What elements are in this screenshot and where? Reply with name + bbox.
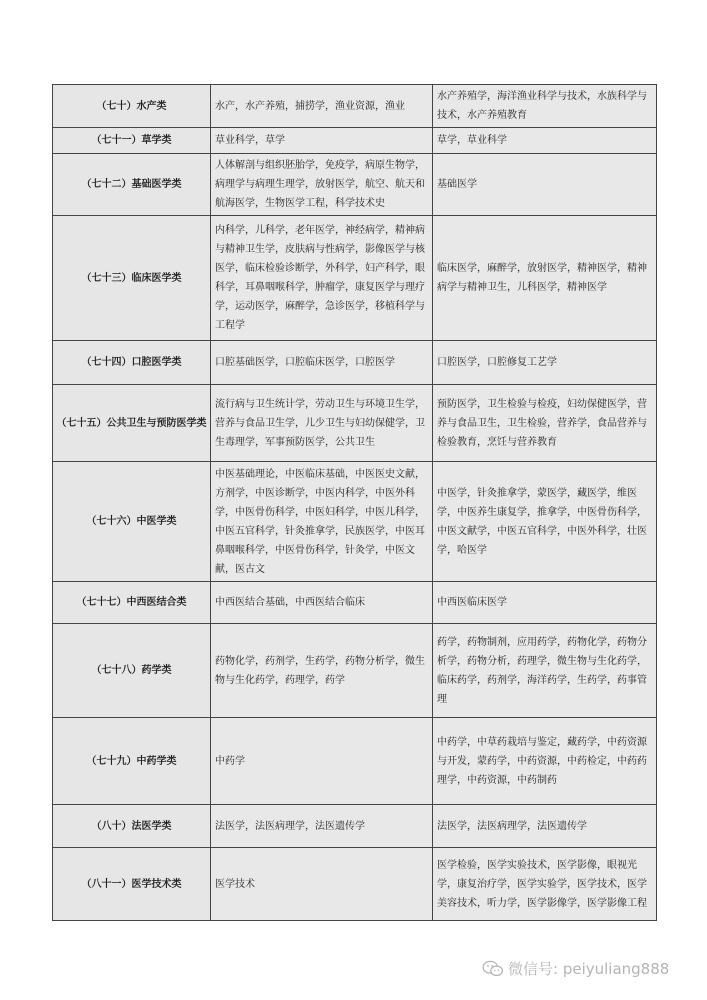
undergraduate-majors-cell: 中西医临床医学	[433, 582, 657, 624]
table-row	[53, 848, 657, 921]
table-row	[53, 462, 657, 582]
undergraduate-majors-cell: 临床医学，麻醉学，放射医学，精神医学，精神病学与精神卫生，儿科医学，精神医学	[433, 216, 657, 341]
watermark-text: 微信号: peiyuliang888	[508, 960, 670, 978]
undergraduate-majors-cell: 法医学，法医病理学，法医遗传学	[433, 805, 657, 848]
majors-table-page	[52, 84, 656, 921]
category-cell: （八十一）医学技术类	[53, 848, 211, 921]
category-cell: （七十三）临床医学类	[53, 216, 211, 341]
table-row	[53, 341, 657, 385]
graduate-majors-cell: 草业科学，草学	[211, 128, 433, 154]
table-row	[53, 85, 657, 128]
table-row	[53, 582, 657, 624]
category-cell: （七十二）基础医学类	[53, 154, 211, 216]
undergraduate-majors-cell: 草学，草业科学	[433, 128, 657, 154]
graduate-majors-cell: 中西医结合基础，中西医结合临床	[211, 582, 433, 624]
undergraduate-majors-cell: 预防医学，卫生检验与检疫，妇幼保健医学，营养与食品卫生，卫生检验，营养学，食品营养与检验教育，烹饪与营养教育	[433, 385, 657, 462]
table-row	[53, 718, 657, 805]
undergraduate-majors-cell: 基础医学	[433, 154, 657, 216]
graduate-majors-cell: 法医学，法医病理学，法医遗传学	[211, 805, 433, 848]
table-row	[53, 624, 657, 718]
graduate-majors-cell: 流行病与卫生统计学，劳动卫生与环境卫生学，营养与食品卫生学，儿少卫生与妇幼保健学，卫生毒理学，军事预防医学，公共卫生	[211, 385, 433, 462]
graduate-majors-cell: 医学技术	[211, 848, 433, 921]
undergraduate-majors-cell: 药学，药物制剂，应用药学，药物化学，药物分析学，药物分析，药理学，微生物与生化药学，临床药学，药剂学，海洋药学，生药学，药事管理	[433, 624, 657, 718]
graduate-majors-cell: 人体解剖与组织胚胎学，免疫学，病原生物学，病理学与病理生理学，放射医学，航空、航天和航海医学，生物医学工程，科学技术史	[211, 154, 433, 216]
graduate-majors-cell: 药物化学，药剂学，生药学，药物分析学，微生物与生化药学，药理学，药学	[211, 624, 433, 718]
category-cell: （七十一）草学类	[53, 128, 211, 154]
table-row	[53, 154, 657, 216]
category-cell: （八十）法医学类	[53, 805, 211, 848]
graduate-majors-cell: 中医基础理论，中医临床基础，中医医史文献，方剂学，中医诊断学，中医内科学，中医外科学，中医骨伤科学，中医妇科学，中医儿科学，中医五官科学，针灸推拿学，民族医学，中医耳鼻咽喉科学，中医骨伤科学，针灸学，中医文献，医古文	[211, 462, 433, 582]
undergraduate-majors-cell: 医学检验，医学实验技术，医学影像，眼视光学，康复治疗学，医学实验学，医学技术，医学美容技术，听力学，医学影像学，医学影像工程	[433, 848, 657, 921]
majors-table	[52, 84, 657, 921]
category-cell: （七十七）中西医结合类	[53, 582, 211, 624]
graduate-majors-cell: 内科学，儿科学，老年医学，神经病学，精神病与精神卫生学，皮肤病与性病学，影像医学与核医学，临床检验诊断学，外科学，妇产科学，眼科学，耳鼻咽喉科学，肿瘤学，康复医学与理疗学，运动医学，麻醉学，急诊医学，移植科学与工程学	[211, 216, 433, 341]
wechat-watermark	[482, 958, 669, 979]
undergraduate-majors-cell: 中医学，针灸推拿学，蒙医学，藏医学，维医学，中医养生康复学，推拿学，中医骨伤科学，中医文献学，中医五官科学，中医外科学，壮医学，哈医学	[433, 462, 657, 582]
category-cell: （七十六）中医学类	[53, 462, 211, 582]
category-cell: （七十四）口腔医学类	[53, 341, 211, 385]
category-cell: （七十八）药学类	[53, 624, 211, 718]
graduate-majors-cell: 水产，水产养殖，捕捞学，渔业资源，渔业	[211, 85, 433, 128]
category-cell: （七十五）公共卫生与预防医学类	[53, 385, 211, 462]
category-cell: （七十九）中药学类	[53, 718, 211, 805]
table-row	[53, 128, 657, 154]
table-row	[53, 216, 657, 341]
undergraduate-majors-cell: 水产养殖学，海洋渔业科学与技术，水族科学与技术，水产养殖教育	[433, 85, 657, 128]
graduate-majors-cell: 口腔基础医学，口腔临床医学，口腔医学	[211, 341, 433, 385]
undergraduate-majors-cell: 中药学，中草药栽培与鉴定，藏药学，中药资源与开发，蒙药学，中药资源，中药检定，中药药理学，中药资源，中药制药	[433, 718, 657, 805]
undergraduate-majors-cell: 口腔医学，口腔修复工艺学	[433, 341, 657, 385]
graduate-majors-cell: 中药学	[211, 718, 433, 805]
category-cell: （七十）水产类	[53, 85, 211, 128]
table-row	[53, 385, 657, 462]
table-row	[53, 805, 657, 848]
wechat-icon	[482, 960, 504, 978]
